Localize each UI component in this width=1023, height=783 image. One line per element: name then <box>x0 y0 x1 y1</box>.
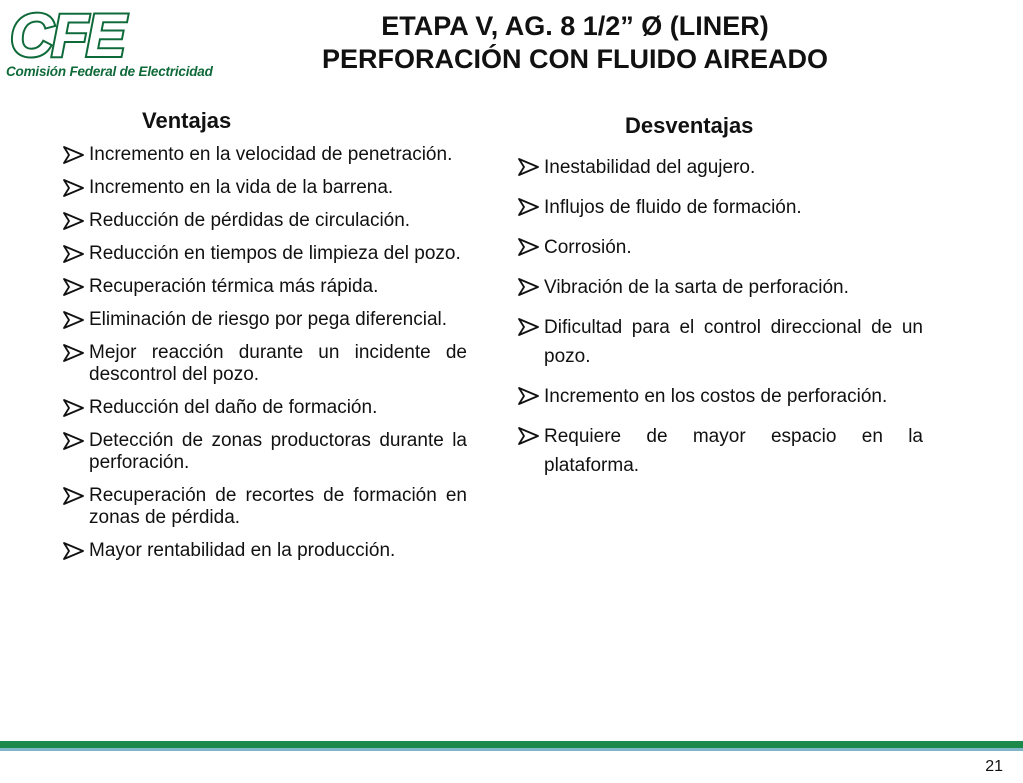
title-line-1: ETAPA V, AG. 8 1/2” Ø (LINER) <box>381 11 769 41</box>
list-item <box>62 177 467 199</box>
footer-bar <box>0 741 1023 748</box>
ventajas-heading: Ventajas <box>142 108 232 133</box>
arrow-bullet-icon <box>62 487 86 505</box>
list-item <box>62 210 467 232</box>
list-item <box>62 485 467 529</box>
list-item-text: Detección de zonas productoras durante la perforación. <box>89 430 467 473</box>
arrow-bullet-icon <box>517 278 541 296</box>
list-item-text: Reducción de pérdidas de circulación. <box>89 210 411 231</box>
list-item <box>517 313 923 371</box>
list-item <box>62 342 467 386</box>
list-item <box>517 273 923 302</box>
ventajas-column <box>62 108 467 573</box>
desventajas-list <box>517 153 923 480</box>
list-item <box>62 144 467 166</box>
list-item-text: Reducción del daño de formación. <box>89 397 378 418</box>
logo-caption: Comisión Federal de Electricidad <box>6 64 213 79</box>
list-item <box>62 397 467 419</box>
footer-accent-line <box>0 748 1023 751</box>
list-item-text: Recuperación térmica más rápida. <box>89 276 379 297</box>
list-item-text: Incremento en la vida de la barrena. <box>89 177 394 198</box>
list-item <box>517 233 923 262</box>
list-item-text: Incremento en los costos de perforación. <box>544 386 888 407</box>
list-item <box>62 309 467 331</box>
title-line-2: PERFORACIÓN CON FLUIDO AIREADO <box>322 44 828 74</box>
cfe-logo-mark <box>6 4 211 62</box>
arrow-bullet-icon <box>517 427 541 445</box>
ventajas-list <box>62 144 467 562</box>
cfe-logo-letters: CFE <box>10 4 124 62</box>
arrow-bullet-icon <box>62 212 86 230</box>
list-item-text: Corrosión. <box>544 237 632 258</box>
list-item-text: Inestabilidad del agujero. <box>544 157 756 178</box>
list-item <box>62 243 467 265</box>
list-item-text: Mejor reacción durante un incidente de descontrol del pozo. <box>89 342 467 385</box>
page-title <box>225 10 925 76</box>
arrow-bullet-icon <box>517 238 541 256</box>
arrow-bullet-icon <box>517 387 541 405</box>
list-item <box>62 540 467 562</box>
arrow-bullet-icon <box>62 542 86 560</box>
arrow-bullet-icon <box>62 344 86 362</box>
arrow-bullet-icon <box>62 146 86 164</box>
arrow-bullet-icon <box>62 311 86 329</box>
list-item <box>517 153 923 182</box>
arrow-bullet-icon <box>517 318 541 336</box>
list-item-text: Reducción en tiempos de limpieza del pozo. <box>89 243 461 264</box>
desventajas-column <box>517 113 923 491</box>
page-number: 21 <box>985 758 1003 775</box>
arrow-bullet-icon <box>62 245 86 263</box>
list-item <box>62 430 467 474</box>
list-item-text: Mayor rentabilidad en la producción. <box>89 540 396 561</box>
list-item <box>517 382 923 411</box>
list-item-text: Incremento en la velocidad de penetración. <box>89 144 453 165</box>
arrow-bullet-icon <box>517 198 541 216</box>
list-item-text: Influjos de fluido de formación. <box>544 197 802 218</box>
list-item <box>62 276 467 298</box>
list-item-text: Dificultad para el control direccional de un pozo. <box>544 317 923 367</box>
list-item-text: Eliminación de riesgo por pega diferencial. <box>89 309 448 330</box>
cfe-logo <box>6 4 211 86</box>
arrow-bullet-icon <box>62 432 86 450</box>
arrow-bullet-icon <box>517 158 541 176</box>
list-item-text: Vibración de la sarta de perforación. <box>544 277 849 298</box>
arrow-bullet-icon <box>62 399 86 417</box>
desventajas-heading: Desventajas <box>625 113 754 138</box>
list-item-text: Requiere de mayor espacio en la plataforma. <box>544 426 923 476</box>
arrow-bullet-icon <box>62 179 86 197</box>
arrow-bullet-icon <box>62 278 86 296</box>
list-item <box>517 193 923 222</box>
list-item <box>517 422 923 480</box>
list-item-text: Recuperación de recortes de formación en zonas de pérdida. <box>89 485 467 528</box>
